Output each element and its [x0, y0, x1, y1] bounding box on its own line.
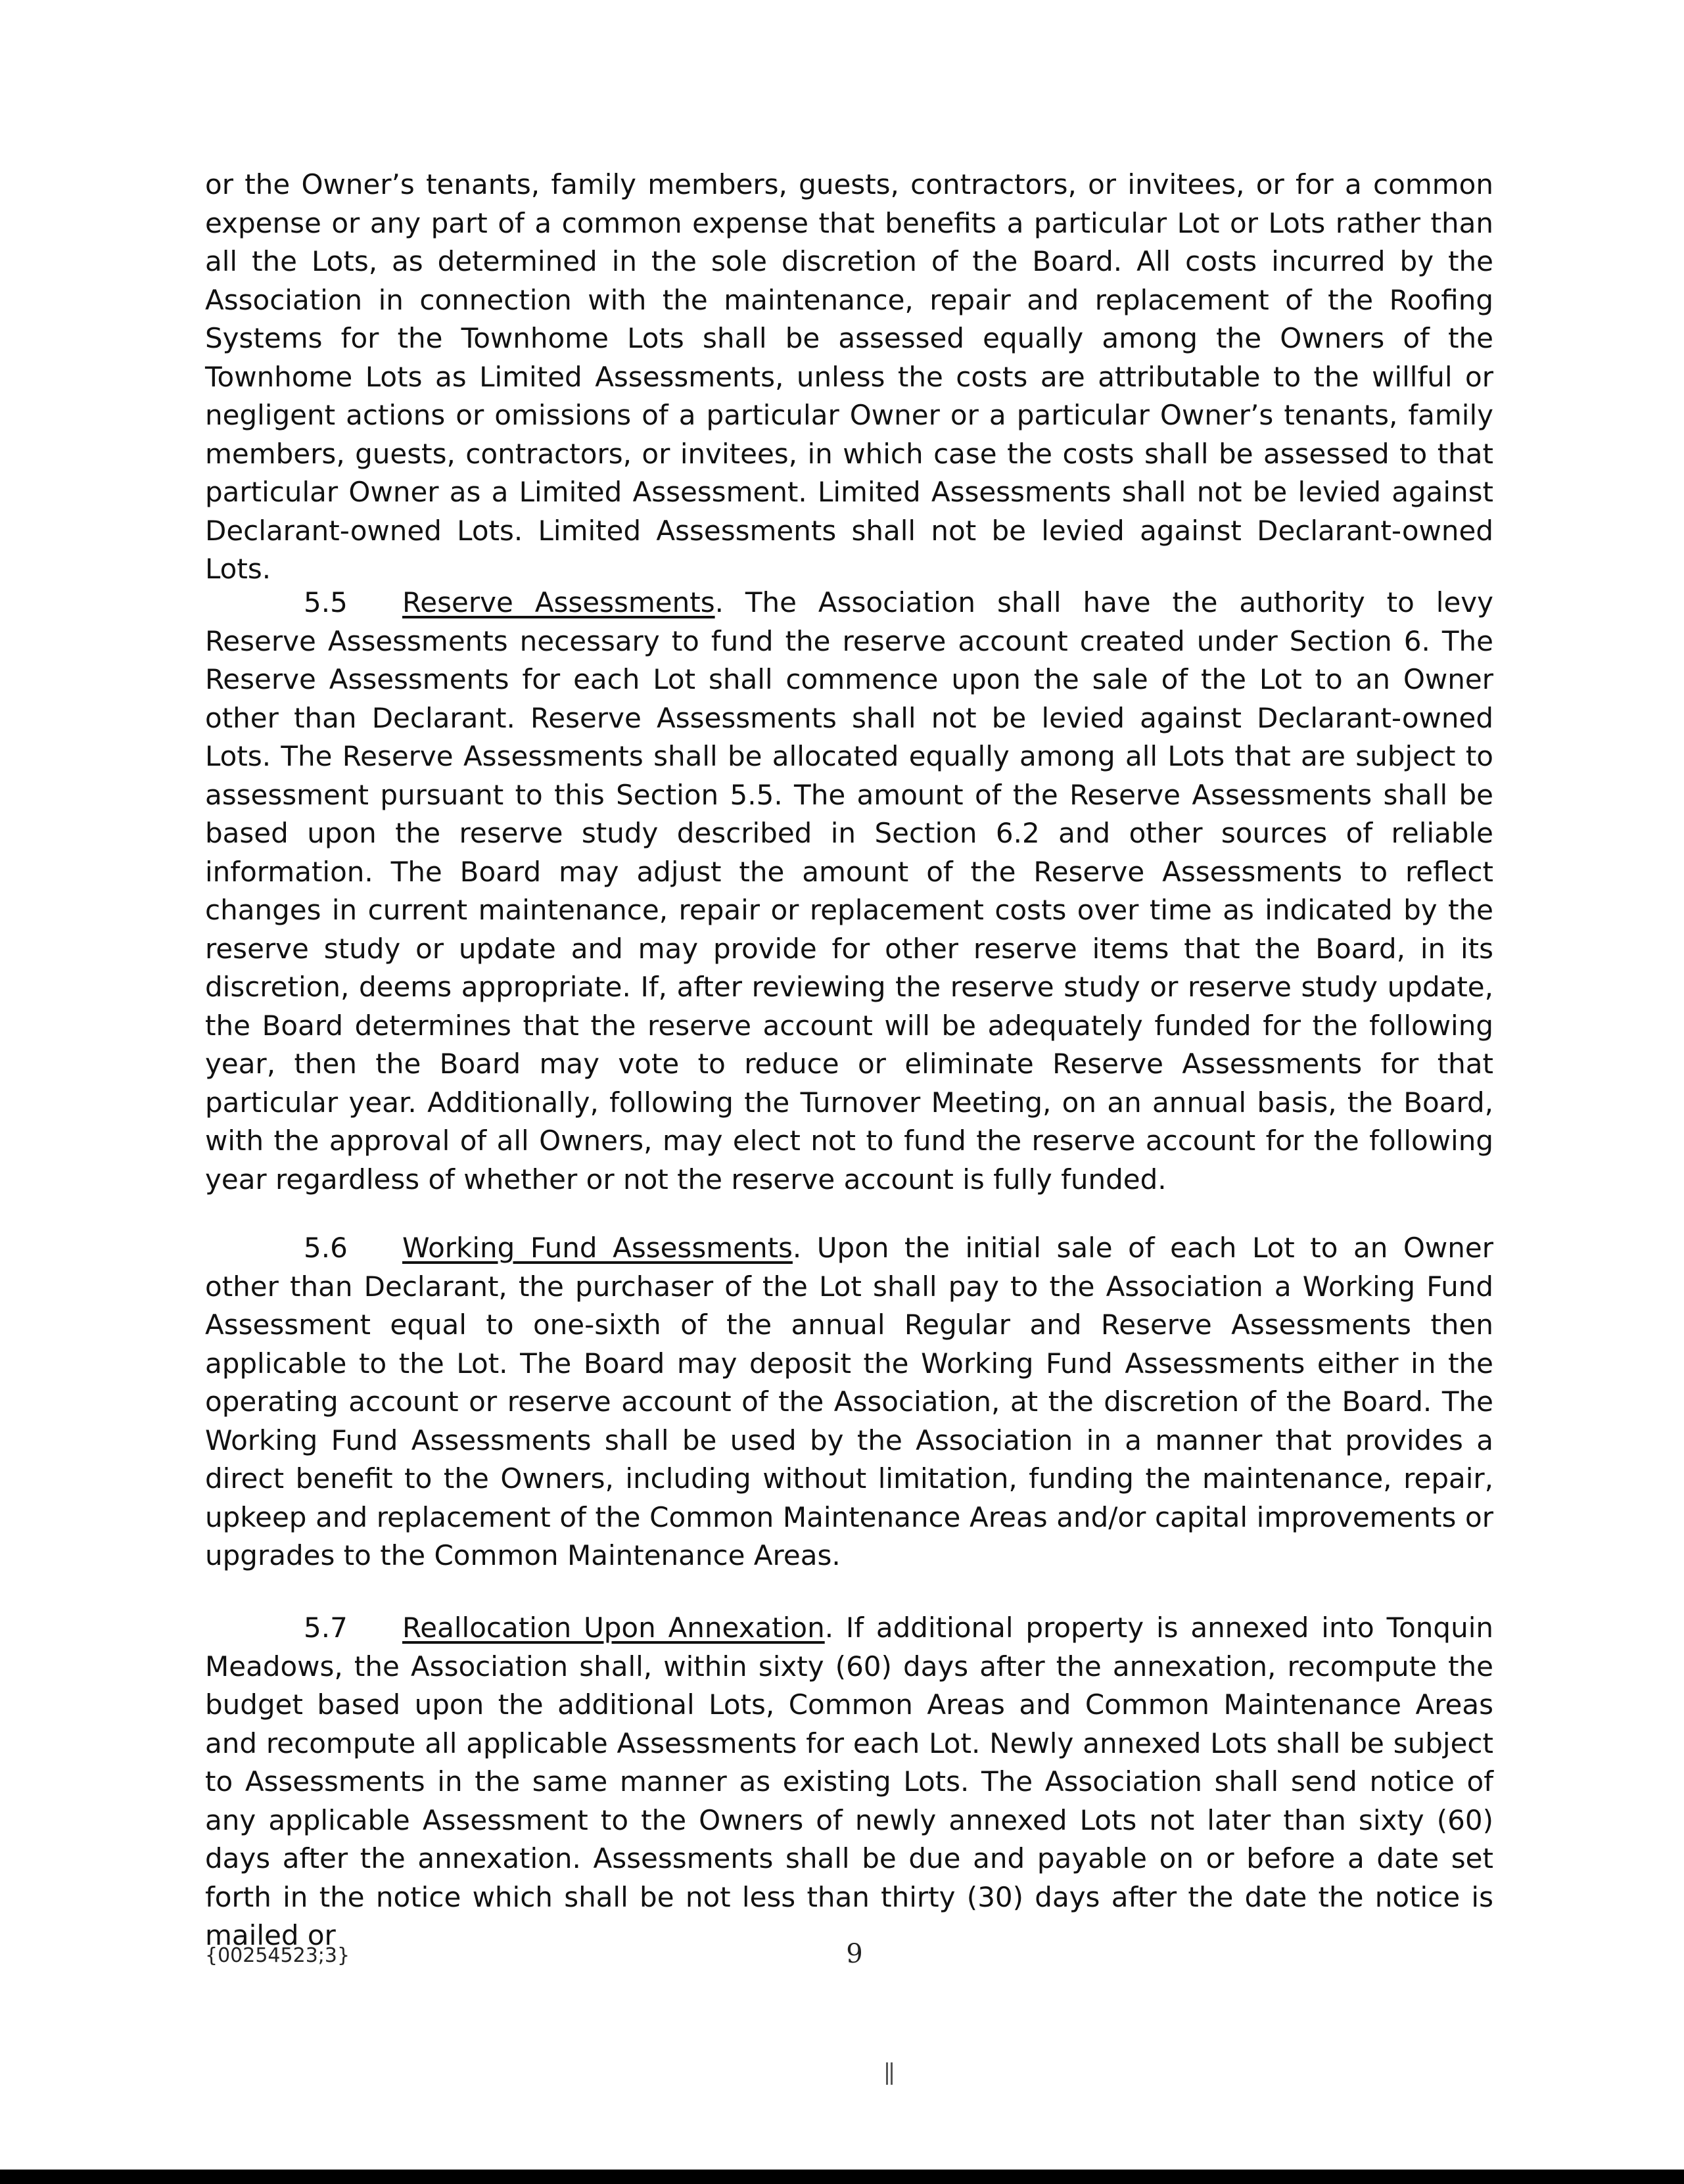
document-code: {00254523;3} [205, 1944, 350, 1967]
section-body: . The Association shall have the authority to levy Reserve Assessments necessary to fund the reserve account created under Section 6. The Reserve Assessments for each Lot shall commence upon the sale of the Lot to an Owner other than Declarant. Reserve Assessments shall not be levied against Declarant-owned Lots. The Reserve Assessments shall be allocated equally among all Lots that are subject to assessment pursuant to this Section 5.5. The amount of the Reserve Assessments shall be based upon the reserve study described in Section 6.2 and other sources of reliable information. The Board may adjust the amount of the Reserve Assessments to reflect changes in current maintenance, repair or replacement costs over time as indicated by the reserve study or update and may provide for other reserve items that the Board, in its discretion, deems appropriate. If, after reviewing the reserve study or reserve study update, the Board determines that the reserve account will be adequately funded for the following year, then the Board may vote to reduce or eliminate Reserve Assessments for that particular year. Additionally, following the Turnover Meeting, on an annual basis, the Board, with the approval of all Owners, may elect not to fund the reserve account for the following year regardless of whether or not the reserve account is fully funded. [205, 586, 1493, 1196]
section-title: Reserve Assessments [402, 586, 715, 618]
section-title: Working Fund Assessments [402, 1232, 793, 1264]
section-body: . If additional property is annexed into Tonquin Meadows, the Association shall, within sixty (60) days after the annexation, recompute the budget based upon the additional Lots, Common Areas and Common Maintenance Areas and recompute all applicable Assessments for each Lot. Newly annexed Lots shall be subject to Assessments in the same manner as existing Lots. The Association shall send notice of any applicable Assessment to the Owners of newly annexed Lots not later than sixty (60) days after the annexation. Assessments shall be due and payable on or before a date set forth in the notice which shall be not less than thirty (30) days after the date the notice is mailed or [205, 1612, 1493, 1951]
page-number: 9 [846, 1939, 863, 1969]
binder-mark [885, 2062, 894, 2085]
section-number: 5.6 [304, 1232, 348, 1264]
section-title: Reallocation Upon Annexation [402, 1612, 825, 1644]
paragraph-continued: or the Owner’s tenants, family members, guests, contractors, or invitees, or for a common expense or any part of a common expense that benefits a particular Lot or Lots rather than all the Lots, as determined in the sole discretion of the Board. All costs incurred by the Association in connection with the maintenance, repair and replacement of the Roofing Systems for the Townhome Lots shall be assessed equally among the Owners of the Townhome Lots as Limited Assessments, unless the costs are attributable to the willful or negligent actions or omissions of a particular Owner or a particular Owner’s tenants, family members, guests, contractors, or invitees, in which case the costs shall be assessed to that particular Owner as a Limited Assessment. Limited Assessments shall not be levied against Declarant-owned Lots. Limited Assessments shall not be levied against Declarant-owned Lots. [205, 168, 1493, 585]
paragraph-section-5-6 [205, 1229, 1493, 1575]
section-number: 5.7 [304, 1612, 348, 1644]
section-number: 5.5 [304, 586, 348, 618]
paragraph-section-5-7 [205, 1609, 1493, 1955]
scan-border [0, 2170, 1684, 2184]
paragraph-section-5-5 [205, 584, 1493, 1199]
section-body: . Upon the initial sale of each Lot to an Owner other than Declarant, the purchaser of the Lot shall pay to the Association a Working Fund Assessment equal to one-sixth of the annual Regular and Reserve Assessments then applicable to the Lot. The Board may deposit the Working Fund Assessments either in the operating account or reserve account of the Association, at the discretion of the Board. The Working Fund Assessments shall be used by the Association in a manner that provides a direct benefit to the Owners, including without limitation, funding the maintenance, repair, upkeep and replacement of the Common Maintenance Areas and/or capital improvements or upgrades to the Common Maintenance Areas. [205, 1232, 1493, 1571]
